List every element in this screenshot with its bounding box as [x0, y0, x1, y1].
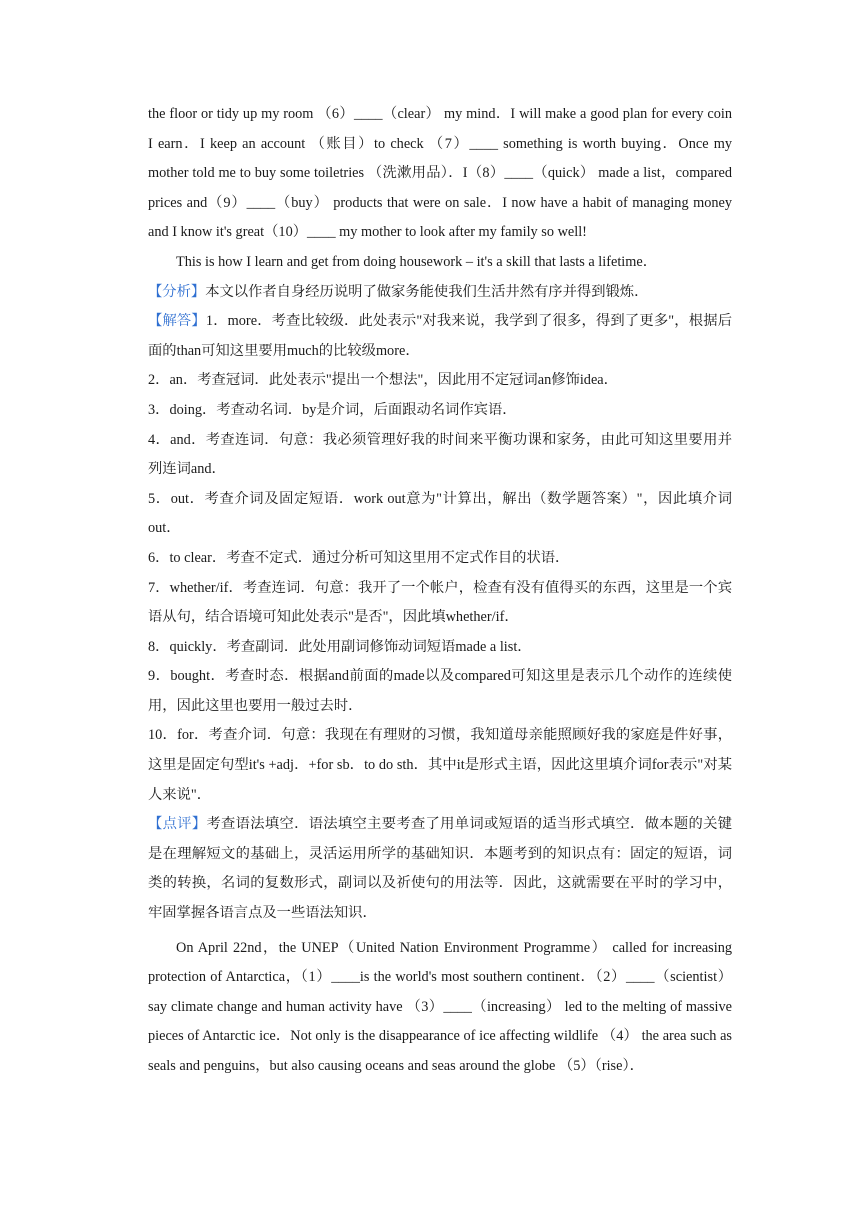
comment-label: 【点评】	[148, 816, 207, 833]
analysis-label: 【分析】	[148, 283, 206, 300]
document-content	[148, 100, 732, 1082]
answer-item-6: 6．to clear．考查不定式．通过分析可知这里用不定式作目的状语．	[148, 549, 570, 566]
passage2-text: On April 22nd，the UNEP（United Nation Environment Programme） called for increasing protection of Antarctica，（1）____is the world's most southern continent．（2）____（scientist） say climate change and human activity have （3）____（increasing） led to the melting of massive pieces of Antarctic ice．Not only is the disappearance of ice affecting wildlife （4） the area such as seals and penguins，but also causing oceans and seas around the globe （5）（rise）．	[148, 939, 732, 1074]
answer-item-9: 9．bought．考查时态．根据and前面的made以及compared可知这里是表示几个动作的连续使用，因此这里也要用一般过去时．	[148, 668, 732, 714]
answer-item-3: 3．doing．考查动名词．by是介词，后面跟动名词作宾语．	[148, 401, 517, 418]
passage1-closing: This is how I learn and get from doing housework – it's a skill that lasts a lifetime．	[176, 253, 658, 270]
answer-label: 【解答】	[148, 313, 206, 330]
answer-item-7: 7．whether/if．考查连词．句意：我开了一个帐户，检查有没有值得买的东西，这里是一个宾语从句，结合语境可知此处表示"是否"，因此填whether/if．	[148, 579, 732, 626]
answer-paragraph	[148, 307, 732, 366]
comment-text: 考查语法填空．语法填空主要考查了用单词或短语的适当形式填空．做本题的关键是在理解短文的基础上，灵活运用所学的基础知识．本题考到的知识点有：固定的短语，词类的转换，名词的复数形式，副词以及祈使句的用法等．因此，这就需要在平时的学习中，牢固掌握各语言点及一些语法知识．	[148, 816, 733, 922]
analysis-paragraph	[148, 278, 732, 308]
comment-paragraph	[148, 810, 732, 928]
answer-item-10: 10．for．考查介词．句意：我现在有理财的习惯，我知道母亲能照顾好我的家庭是件好事，这里是固定句型it's +adj．+for sb．to do sth．其中it是形式主语，因此这里填介词for表示"对某人来说"．	[148, 727, 732, 803]
passage1-text: the floor or tidy up my room （6）____（clear） my mind．I will make a good plan for every coin I earn．I keep an account （账目）to check （7）____ something is worth buying．Once my mother told me to buy some toiletries （洗漱用品）．I（8）____（quick） made a list，compared prices and（9）____（buy） products that were on sale．I now have a habit of managing money and I know it's great（10）____ my mother to look after my family so well!	[148, 106, 732, 241]
answer-item-8: 8．quickly．考查副词．此处用副词修饰动词短语made a list．	[148, 638, 532, 655]
analysis-text: 本文以作者自身经历说明了做家务能使我们生活井然有序并得到锻炼．	[205, 283, 649, 300]
answer-item-4: 4．and．考查连词．句意：我必须管理好我的时间来平衡功课和家务，由此可知这里要用并列连词and．	[148, 431, 732, 478]
answer-item-1: 1．more．考查比较级．此处表示"对我来说，我学到了很多，得到了更多"，根据后面的than可知这里要用much的比较级more．	[148, 313, 732, 359]
answer-item-5: 5．out．考查介词及固定短语．work out意为"计算出，解出（数学题答案）"，因此填介词out．	[148, 490, 732, 537]
answer-item-2: 2．an．考查冠词．此处表示"提出一个想法"，因此用不定冠词an修饰idea．	[148, 372, 618, 389]
